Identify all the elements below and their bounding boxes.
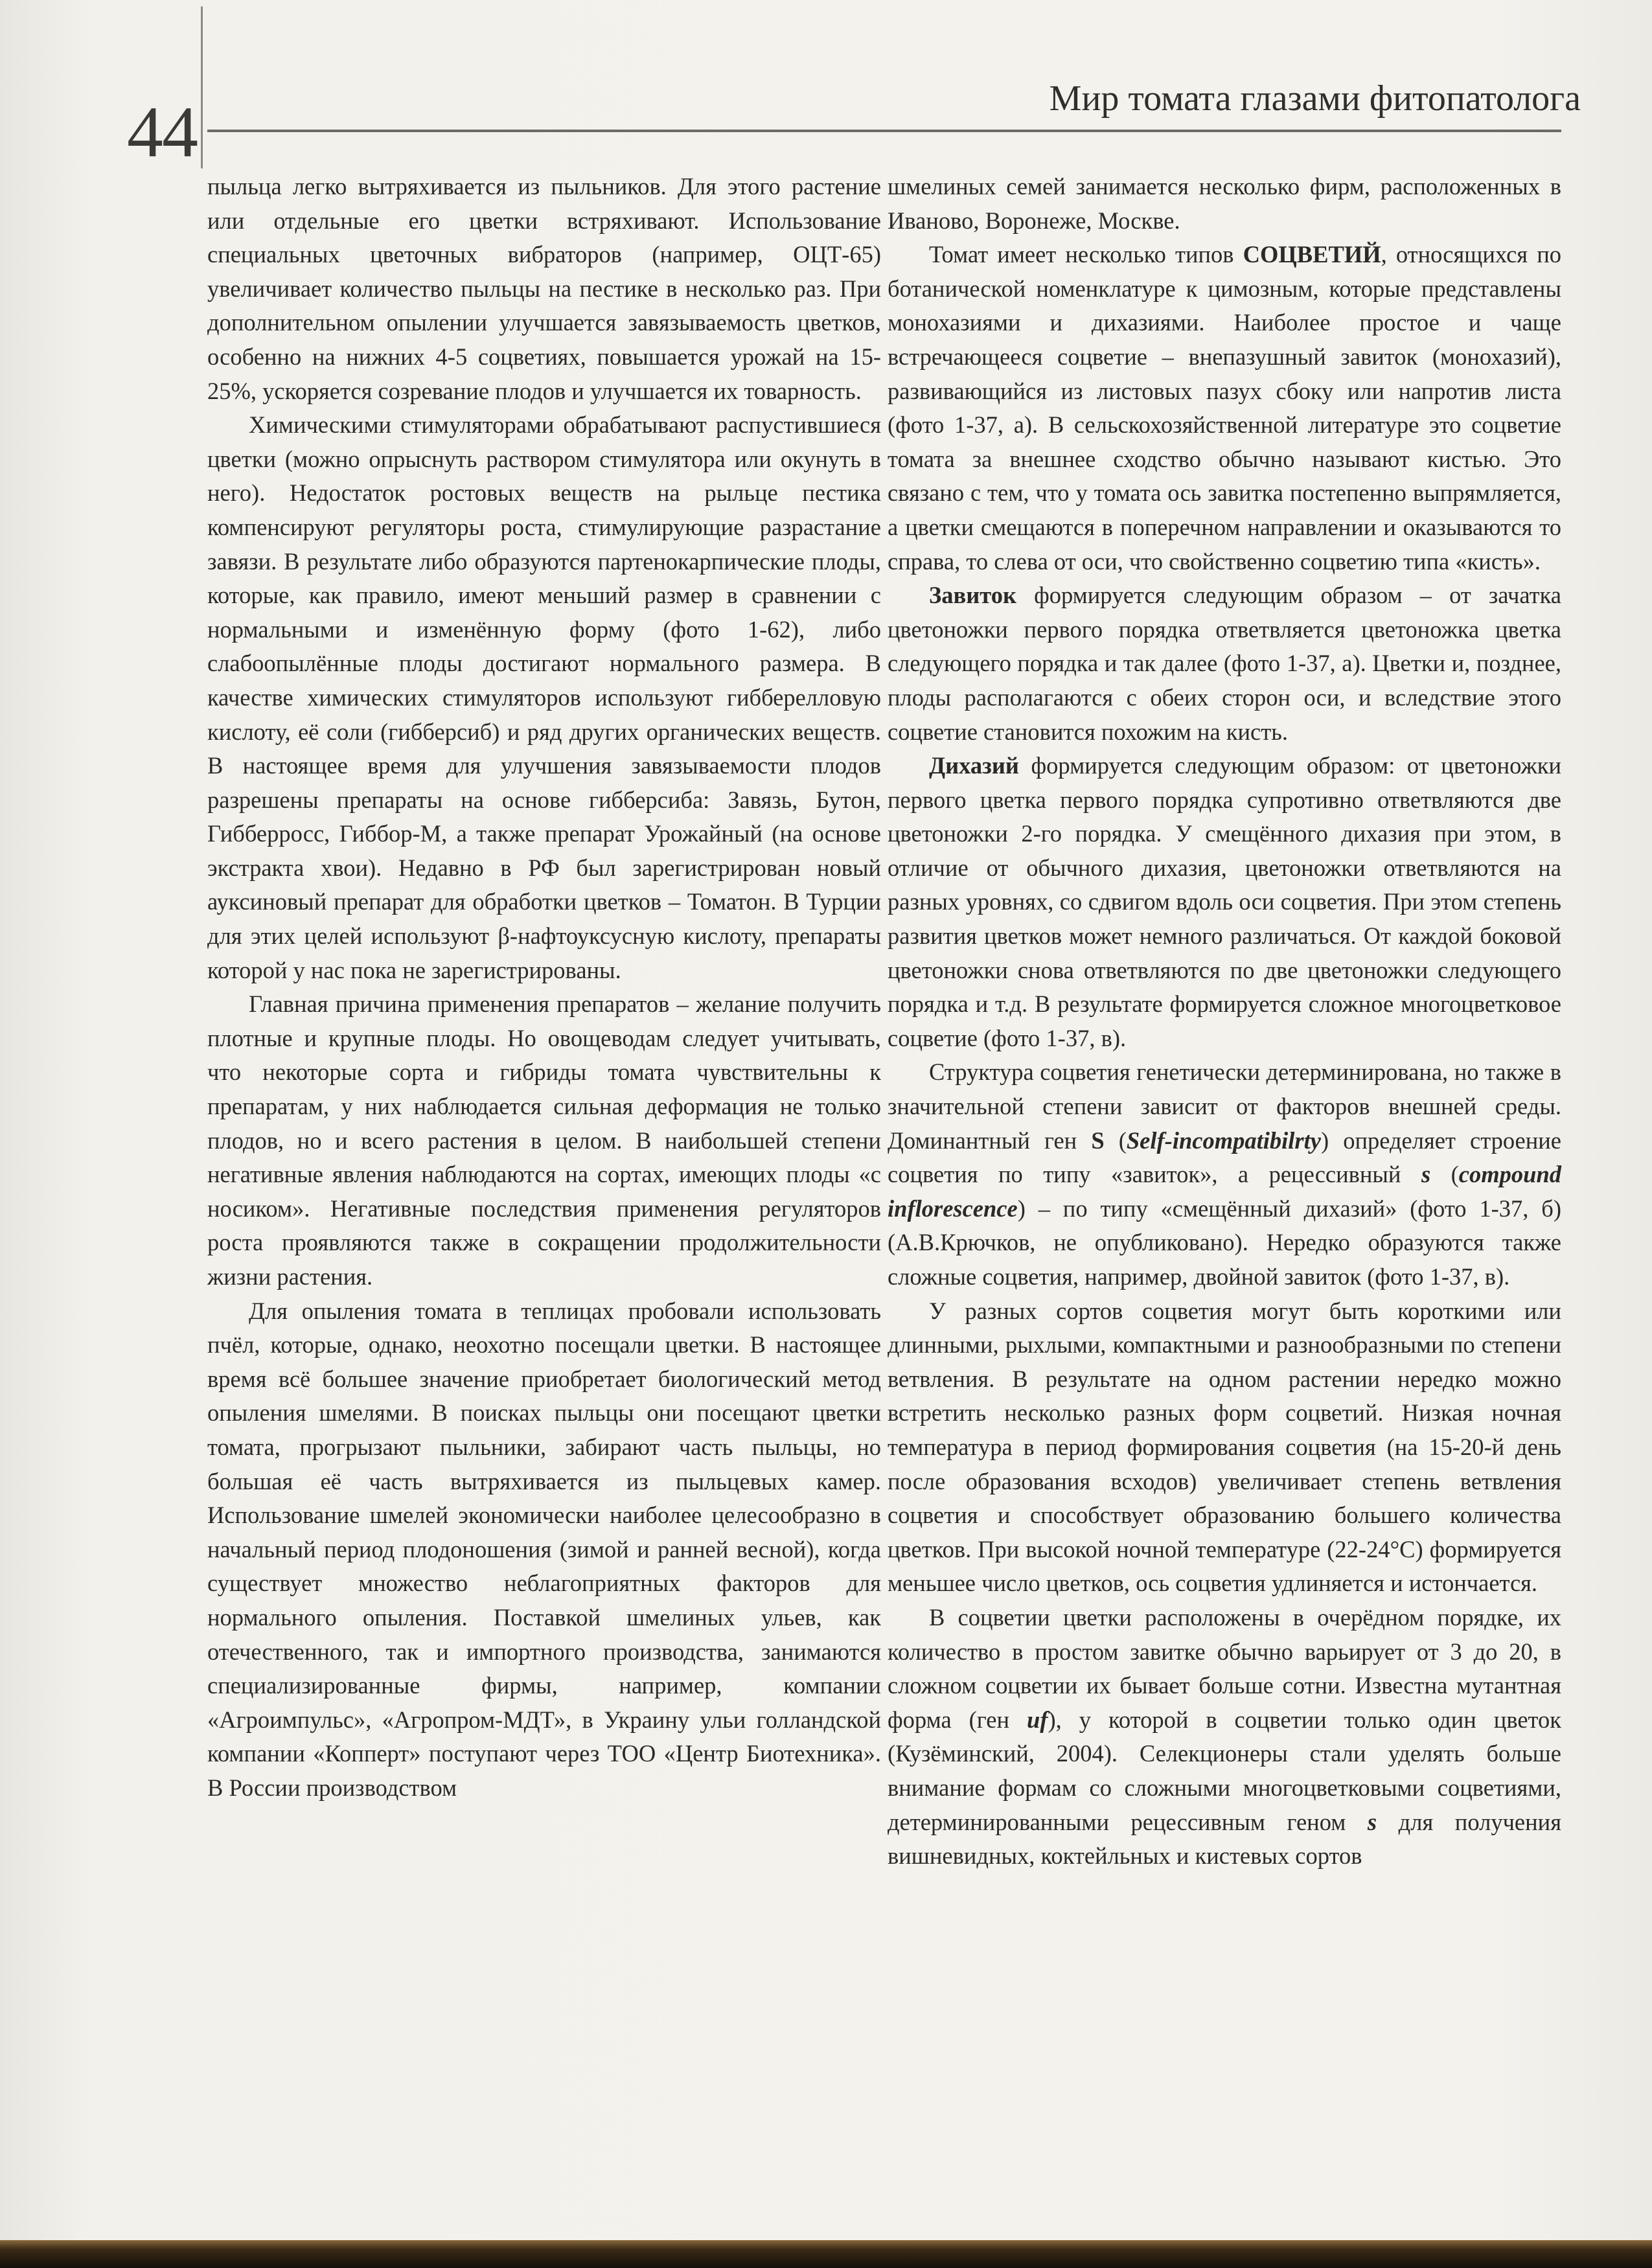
- gene-recessive-s: s: [1421, 1161, 1431, 1188]
- gene-dominant-s: S: [1091, 1127, 1105, 1154]
- paragraph-text: формируется следующим образом – от зачатка цветоножки первого порядка ответвляется цветоножка цветка следующего порядка и так далее (фото 1-37, а). Цветки и, позднее, плоды располагаются с обеих сторон оси, и вследствие этого соцветие становится похожим на кисть.: [888, 582, 1561, 745]
- scan-bottom-edge: [0, 2240, 1652, 2268]
- paragraph-text: ), у которой в соцветии только один цветок (Кузёминский, 2004). Селекционеры стали уделять больше внимание формам со сложными многоцветковыми соцветиями, детерминированными рецессивным геном: [888, 1706, 1561, 1835]
- right-column: [888, 170, 1561, 1873]
- paragraph-text: , относящихся по ботанической номенклатуре к цимозным, которые представлены монохазиями и дихазиями. Наиболее простое и чаще встречающееся соцветие – внепазушный завиток (монохазий), развивающийся из листовых пазух сбоку или напротив листа (фото 1-37, а). В сельскохозяйственной литературе это соцветие томата за внешнее сходство обычно называют кистью. Это связано с тем, что у томата ось завитка постепенно выпрямляется, а цветки смещаются в поперечном направлении и оказываются то справа, то слева от оси, что свойственно соцветию типа «кисть».: [888, 241, 1561, 575]
- right-paragraph-6: У разных сортов соцветия могут быть короткими или длинными, рыхлыми, компактными и разнообразными по степени ветвления. В результате на одном растении нередко можно встретить несколько разных форм соцветий. Низкая ночная температура в период формирования соцветия (на 15-20-й день после образования всходов) увеличивает степень ветвления соцветия и способствует образованию большего количества цветков. При высокой ночной температуре (22-24°С) формируется меньшее число цветков, ось соцветия удлиняется и истончается.: [888, 1297, 1561, 1597]
- header-rule: [207, 130, 1561, 132]
- paragraph-text: формируется следующим образом: от цветоножки первого цветка первого порядка супротивно ответвляются две цветоножки 2-го порядка. У смещённого дихазия при этом, в отличие от обычного дихазия, цветоножки ответвляются на разных уровнях, со сдвигом вдоль оси соцветия. При этом степень развития цветков может немного различаться. От каждой боковой цветоножки снова ответвляются по две цветоножки следующего порядка и т.д. В результате формируется сложное многоцветковое соцветие (фото 1-37, в).: [888, 752, 1561, 1051]
- term-curl: Завиток: [929, 582, 1016, 609]
- right-paragraph-3: [888, 578, 1561, 749]
- right-paragraph-4: [888, 749, 1561, 1055]
- right-paragraph-7: [888, 1601, 1561, 1873]
- running-title: Мир томата глазами фитопатолога: [1049, 78, 1581, 119]
- paragraph-text: (: [1104, 1127, 1127, 1154]
- right-paragraph-1: шмелиных семей занимается несколько фирм, расположенных в Иваново, Воронеже, Москве.: [888, 173, 1561, 234]
- left-column: [207, 170, 881, 1805]
- right-paragraph-2: [888, 238, 1561, 578]
- right-paragraph-5: [888, 1055, 1561, 1294]
- paragraph-text: ) – по типу «смещённый дихазий» (фото 1-37, б) (А.В.Крючков, не опубликовано). Нередко образуются также сложные соцветия, например, двойной завиток (фото 1-37, в).: [888, 1195, 1561, 1290]
- term-inflorescences: СОЦВЕТИЙ: [1243, 241, 1381, 268]
- gene-recessive-name: compound inflorescence: [888, 1161, 1561, 1222]
- gene-recessive-s-2: s: [1367, 1808, 1377, 1835]
- paragraph-text: В соцветии цветки расположены в очерёдном порядке, их количество в простом завитке обычно варьирует от 3 до 20, в сложном соцветии их бывает больше сотни. Известна мутантная форма (ген: [888, 1603, 1561, 1733]
- paragraph-text: Структура соцветия генетически детерминирована, но также в значительной степени зависит от факторов внешней среды. Доминантный ген: [888, 1059, 1561, 1154]
- gutter-fold-line: [201, 6, 203, 168]
- left-paragraph-2: Химическими стимуляторами обрабатывают распустившиеся цветки (можно опрыснуть раствором стимулятора или окунуть в него). Недостаток ростовых веществ на рыльце пестика компенсируют регуляторы роста, стимулирующие разрастание завязи. В результате либо образуются партенокарпические плоды, которые, как правило, имеют меньший размер в сравнении с нормальными и изменённую форму (фото 1-62), либо слабоопылённые плоды достигают нормального размера. В качестве химических стимуляторов используют гибберелловую кислоту, её соли (гибберсиб) и ряд других органических веществ. В настоящее время для улучшения завязываемости плодов разрешены препараты на основе гибберсиба: Завязь, Бутон, Гибберросс, Гиббор-М, а также препарат Урожайный (на основе экстракта хвои). Недавно в РФ был зарегистрирован новый ауксиновый препарат для обработки цветков – Томатон. В Турции для этих целей используют β-нафтоуксусную кислоту, препараты которой у нас пока не зарегистрированы.: [207, 411, 881, 983]
- gene-uf: uf: [1027, 1706, 1048, 1733]
- paragraph-text: (: [1430, 1161, 1459, 1188]
- left-paragraph-1: пыльца легко вытряхивается из пыльников. Для этого растение или отдельные его цветки встряхивают. Использование специальных цветочных вибраторов (например, ОЦТ-65) увеличивает количество пыльцы на пестике в несколько раз. При дополнительном опылении улучшается завязываемость цветков, особенно на нижних 4-5 соцветиях, повышается урожай на 15-25%, ускоряется созревание плодов и улучшается их товарность.: [207, 173, 881, 404]
- term-dichasium: Дихазий: [929, 752, 1019, 779]
- page-number: 44: [127, 92, 197, 172]
- gene-dominant-name: Self-incompatibilrty: [1126, 1127, 1321, 1154]
- left-paragraph-3: Главная причина применения препаратов – желание получить плотные и крупные плоды. Но овощеводам следует учитывать, что некоторые сорта и гибриды томата чувствительны к препаратам, у них наблюдается сильная деформация не только плодов, но и всего растения в целом. В наибольшей степени негативные явления наблюдаются на сортах, имеющих плоды «с носиком». Негативные последствия применения регуляторов роста проявляются также в сокращении продолжительности жизни растения.: [207, 991, 881, 1290]
- left-paragraph-4: Для опыления томата в теплицах пробовали использовать пчёл, которые, однако, неохотно посещали цветки. В настоящее время всё большее значение приобретает биологический метод опыления шмелями. В поисках пыльцы они посещают цветки томата, прогрызают пыльники, забирают часть пыльцы, но большая её часть вытряхивается из пыльцевых камер. Использование шмелей экономически наиболее целесообразно в начальный период плодоношения (зимой и ранней весной), когда существует множество неблагоприятных факторов для нормального опыления. Поставкой шмелиных ульев, как отечественного, так и импортного производства, занимаются специализированные фирмы, например, компании «Агроимпульс», «Агропром-МДТ», в Украину ульи голландской компании «Копперт» поступают через ТОО «Центр Биотехника». В России производством: [207, 1297, 881, 1801]
- paragraph-text: для получения вишневидных, коктейльных и кистевых сортов: [888, 1808, 1561, 1870]
- paragraph-text: Томат имеет несколько типов: [929, 241, 1243, 268]
- paragraph-text: ) определяет строение соцветия по типу «завиток», а рецессивный: [888, 1127, 1561, 1188]
